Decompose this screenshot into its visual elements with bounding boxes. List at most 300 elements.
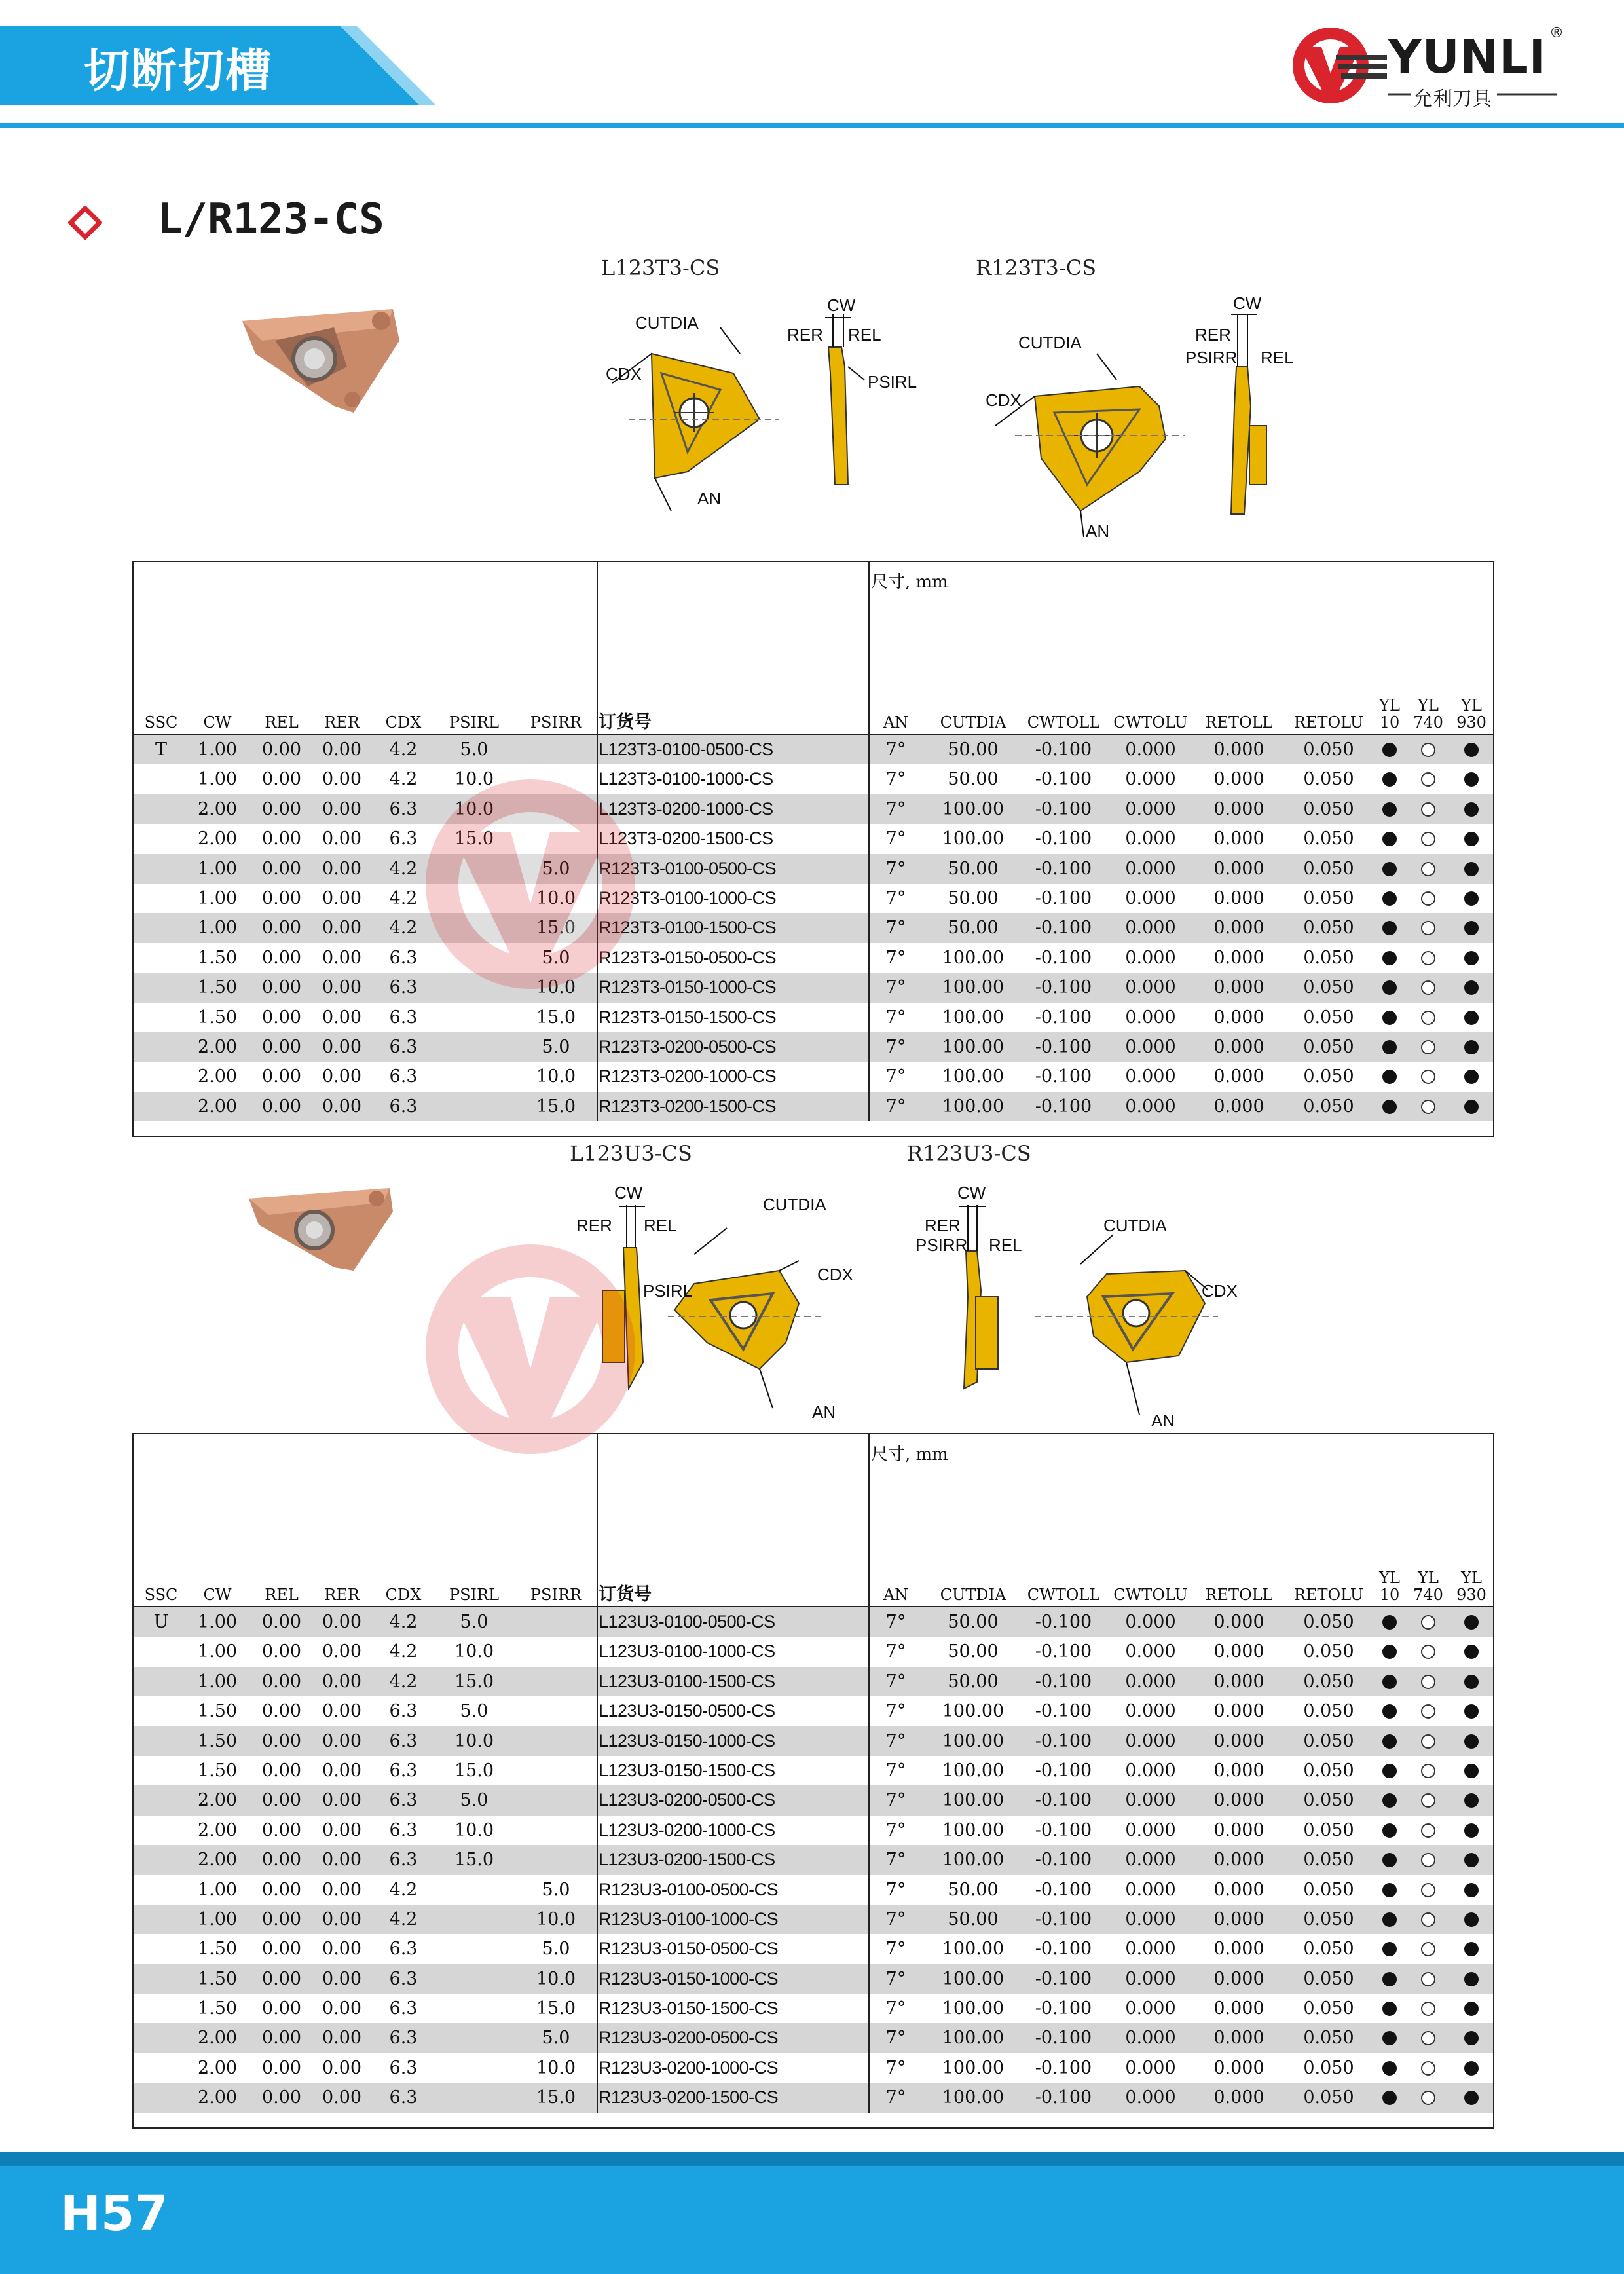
table-cell: -0.100 xyxy=(1035,798,1092,819)
table-row xyxy=(134,884,1493,913)
footer xyxy=(0,2152,1624,2274)
table-row xyxy=(134,1032,1493,1062)
column-header: PSIRR xyxy=(530,713,582,732)
table-cell: 0.00 xyxy=(322,1007,362,1028)
table-row xyxy=(134,854,1493,884)
table-cell: 5.0 xyxy=(542,947,570,968)
table-row xyxy=(134,1092,1493,1121)
column-header: CWTOLL xyxy=(1027,1586,1100,1604)
table-cell: 7° xyxy=(885,2087,906,2108)
table-cell: 5.0 xyxy=(460,739,489,760)
grade-unavailable-icon xyxy=(1421,1942,1435,1956)
column-header: CW xyxy=(203,1586,232,1604)
grade-available-icon xyxy=(1464,951,1479,965)
table-cell: 7° xyxy=(885,2057,906,2078)
grade-header: YL 10 xyxy=(1379,1569,1400,1604)
grade-available-icon xyxy=(1382,1734,1397,1749)
table-cell: 1.50 xyxy=(197,1998,238,2019)
table-cell: 1.00 xyxy=(197,1879,238,1900)
table-cell: 4.2 xyxy=(389,1909,418,1929)
table-row xyxy=(134,1964,1493,1994)
table-cell: 0.050 xyxy=(1303,1671,1354,1692)
column-header: CDX xyxy=(385,713,422,732)
table-cell: 2.00 xyxy=(197,829,238,849)
table-cell: -0.100 xyxy=(1035,1612,1092,1632)
table-cell: 1.00 xyxy=(197,1671,238,1692)
grade-available-icon xyxy=(1464,1883,1479,1897)
table-row xyxy=(134,1756,1493,1785)
table-cell: 1.00 xyxy=(197,739,238,760)
table-cell: 0.00 xyxy=(261,1968,302,1989)
table-cell: 2.00 xyxy=(197,2087,238,2108)
table-cell: 0.000 xyxy=(1213,1968,1264,1989)
table-cell: 0.00 xyxy=(322,798,362,819)
column-divider xyxy=(597,562,598,734)
column-header: PSIRL xyxy=(449,1586,500,1604)
table-cell: 100.00 xyxy=(942,1968,1005,1989)
table-row xyxy=(134,764,1493,794)
table-cell: 0.00 xyxy=(261,918,302,939)
table-cell: 6.3 xyxy=(389,829,418,849)
table-cell: 0.000 xyxy=(1213,1760,1264,1781)
table-cell: 15.0 xyxy=(536,918,576,939)
table-cell: 5.0 xyxy=(460,1790,489,1811)
table-cell: 1.50 xyxy=(197,1730,238,1751)
order-code-cell: L123U3-0150-1500-CS xyxy=(599,1760,775,1780)
table-cell: 0.00 xyxy=(261,2028,302,2049)
table-cell: 0.000 xyxy=(1125,1066,1176,1087)
table-cell: 7° xyxy=(885,769,906,790)
table-row xyxy=(134,1905,1493,1934)
table-cell: 0.000 xyxy=(1213,798,1264,819)
table-row xyxy=(134,1845,1493,1874)
grade-available-icon xyxy=(1464,862,1479,876)
table-cell: 0.00 xyxy=(261,798,302,819)
column-header: REL xyxy=(265,713,299,732)
grade-header: YL 740 xyxy=(1413,1569,1443,1604)
table-row xyxy=(134,1816,1493,1845)
table-cell: -0.100 xyxy=(1035,1968,1092,1989)
table-cell: 10.0 xyxy=(536,1066,576,1087)
grade-available-icon xyxy=(1464,1615,1479,1630)
table-cell: 7° xyxy=(885,887,906,908)
table-cell: T xyxy=(155,739,168,760)
table-cell: 1.50 xyxy=(197,1939,238,1960)
table-cell: 0.050 xyxy=(1303,1879,1354,1900)
callout-cdx: CDX xyxy=(606,364,642,384)
table-cell: 0.000 xyxy=(1125,1671,1176,1692)
table-row xyxy=(134,1696,1493,1726)
order-code-cell: R123U3-0200-1000-CS xyxy=(599,2057,779,2078)
table-cell: 0.000 xyxy=(1213,1850,1264,1871)
table-cell: 0.00 xyxy=(261,1671,302,1692)
table-cell: 0.000 xyxy=(1213,1007,1264,1028)
order-code-cell: L123U3-0200-1500-CS xyxy=(599,1850,775,1870)
column-header: RETOLL xyxy=(1205,1586,1273,1604)
table-cell: 0.050 xyxy=(1303,1730,1354,1751)
table-cell: 6.3 xyxy=(389,2057,418,2078)
table-cell: 1.00 xyxy=(197,769,238,790)
table-cell: -0.100 xyxy=(1035,1819,1092,1840)
column-header: AN xyxy=(883,1586,909,1604)
callout-cdx-lu: CDX xyxy=(817,1265,853,1284)
table-cell: -0.100 xyxy=(1035,887,1092,908)
table-cell: 2.00 xyxy=(197,1850,238,1871)
grade-unavailable-icon xyxy=(1421,743,1435,757)
grade-unavailable-icon xyxy=(1421,2061,1435,2076)
table-cell: 0.050 xyxy=(1303,947,1354,968)
grade-unavailable-icon xyxy=(1421,1100,1435,1114)
column-divider xyxy=(597,1434,598,1606)
table-row xyxy=(134,2053,1493,2083)
table-cell: 15.0 xyxy=(454,829,494,849)
page-number: H57 xyxy=(60,2186,168,2242)
table-cell: 0.000 xyxy=(1213,947,1264,968)
column-header: REL xyxy=(265,1586,299,1604)
table-cell: 0.000 xyxy=(1213,1879,1264,1900)
callout-cutdia-lu: CUTDIA xyxy=(763,1195,826,1214)
table-cell: 7° xyxy=(885,1998,906,2019)
table-cell: 7° xyxy=(885,1096,906,1117)
table-cell: 4.2 xyxy=(389,858,418,879)
table-cell: 0.050 xyxy=(1303,918,1354,939)
column-header: 订货号 xyxy=(599,1584,652,1605)
table-cell: 0.00 xyxy=(322,1909,362,1929)
table-cell: 0.000 xyxy=(1125,947,1176,968)
callout-rer-lu: RER xyxy=(576,1216,612,1235)
grade-available-icon xyxy=(1382,1040,1397,1054)
table-cell: -0.100 xyxy=(1035,769,1092,790)
column-header: RER xyxy=(324,1586,360,1604)
table-cell: 0.000 xyxy=(1213,2087,1264,2108)
table-cell: 0.000 xyxy=(1125,1760,1176,1781)
grade-available-icon xyxy=(1464,1942,1479,1956)
table-cell: 0.050 xyxy=(1303,1612,1354,1632)
section-diamond-icon xyxy=(68,206,102,240)
table-cell: 6.3 xyxy=(389,798,418,819)
order-code-cell: L123U3-0200-0500-CS xyxy=(599,1790,775,1810)
table-cell: 0.00 xyxy=(322,1879,362,1900)
table-cell: 0.050 xyxy=(1303,2087,1354,2108)
table-cell: 0.00 xyxy=(322,1939,362,1960)
table-cell: 100.00 xyxy=(942,1066,1005,1087)
table-cell: 0.000 xyxy=(1125,887,1176,908)
table-cell: 0.00 xyxy=(261,1819,302,1840)
order-code-cell: R123U3-0150-0500-CS xyxy=(599,1939,779,1959)
grade-available-icon xyxy=(1464,772,1479,787)
callout-rer: RER xyxy=(787,325,823,345)
brand-wordmark: YUNLI xyxy=(1388,30,1547,84)
insert-photo-u3 xyxy=(242,1179,399,1277)
grade-available-icon xyxy=(1382,862,1397,876)
order-code-cell: L123U3-0200-1000-CS xyxy=(599,1819,775,1840)
table-cell: 0.050 xyxy=(1303,1850,1354,1871)
grade-available-icon xyxy=(1464,1734,1479,1749)
grade-available-icon xyxy=(1382,1100,1397,1114)
table-cell: 0.00 xyxy=(261,2057,302,2078)
order-code-cell: R123T3-0200-1000-CS xyxy=(599,1066,777,1087)
grade-unavailable-icon xyxy=(1421,1615,1435,1630)
r123u3-insert-side xyxy=(959,1205,998,1389)
table-cell: 6.3 xyxy=(389,1007,418,1028)
table-row xyxy=(134,943,1493,973)
table-cell: 0.050 xyxy=(1303,1036,1354,1057)
table-cell: 100.00 xyxy=(942,2028,1005,2049)
table-t3 xyxy=(132,561,1494,1137)
table-cell: 0.000 xyxy=(1125,1730,1176,1751)
grade-available-icon xyxy=(1382,743,1397,757)
table-cell: -0.100 xyxy=(1035,1909,1092,1929)
table-cell: 0.000 xyxy=(1213,1096,1264,1117)
table-cell: -0.100 xyxy=(1035,1790,1092,1811)
callout-an: AN xyxy=(697,489,722,508)
insert-photo-t3 xyxy=(236,301,406,419)
order-code-cell: L123T3-0200-1000-CS xyxy=(599,798,773,819)
grade-unavailable-icon xyxy=(1421,1883,1435,1897)
table-cell: 0.00 xyxy=(261,1879,302,1900)
order-code-cell: R123U3-0200-0500-CS xyxy=(599,2028,779,2048)
table-cell: 0.00 xyxy=(322,829,362,849)
table-cell: 0.00 xyxy=(261,1066,302,1087)
table-cell: 0.000 xyxy=(1125,1819,1176,1840)
table-cell: 7° xyxy=(885,1066,906,1087)
order-code-cell: L123U3-0150-1000-CS xyxy=(599,1730,775,1751)
grade-available-icon xyxy=(1382,980,1397,995)
order-code-cell: R123U3-0150-1000-CS xyxy=(599,1968,779,1988)
table-cell: 0.000 xyxy=(1213,858,1264,879)
table-cell: 0.00 xyxy=(322,918,362,939)
table-cell: 4.2 xyxy=(389,1612,418,1632)
table-row xyxy=(134,735,1493,764)
table-cell: 0.050 xyxy=(1303,798,1354,819)
table-cell: 7° xyxy=(885,1671,906,1692)
table-cell: 6.3 xyxy=(389,2028,418,2049)
table-cell: 4.2 xyxy=(389,769,418,790)
callout-psirr-ru: PSIRR xyxy=(915,1235,968,1255)
table-cell: 0.000 xyxy=(1125,1096,1176,1117)
grade-unavailable-icon xyxy=(1421,1793,1435,1808)
table-cell: -0.100 xyxy=(1035,1641,1092,1662)
grade-available-icon xyxy=(1464,980,1479,995)
order-code-cell: L123U3-0100-1000-CS xyxy=(599,1641,775,1662)
table-cell: 0.000 xyxy=(1213,1701,1264,1722)
table-cell: 0.00 xyxy=(261,858,302,879)
registered-mark: ® xyxy=(1549,25,1564,41)
callout-an-ru: AN xyxy=(1151,1411,1175,1430)
table-cell: 0.000 xyxy=(1125,1036,1176,1057)
table-cell: 0.000 xyxy=(1213,1730,1264,1751)
table-cell: 0.00 xyxy=(261,977,302,998)
table-cell: 0.000 xyxy=(1213,1036,1264,1057)
order-code-cell: L123U3-0100-1500-CS xyxy=(599,1671,775,1691)
grade-available-icon xyxy=(1464,832,1479,846)
table-cell: 0.00 xyxy=(261,769,302,790)
table-cell: 100.00 xyxy=(942,1007,1005,1028)
table-row xyxy=(134,824,1493,853)
column-header: RER xyxy=(324,713,360,732)
table-cell: 100.00 xyxy=(942,1096,1005,1117)
grade-available-icon xyxy=(1382,772,1397,787)
callout-an-r: AN xyxy=(1086,521,1110,541)
table-cell: 0.00 xyxy=(322,977,362,998)
column-divider xyxy=(868,1434,870,1606)
grade-available-icon xyxy=(1382,1704,1397,1719)
grade-unavailable-icon xyxy=(1421,862,1435,876)
table-cell: 7° xyxy=(885,1879,906,1900)
table-cell: 0.000 xyxy=(1213,2057,1264,2078)
table-cell: 0.050 xyxy=(1303,2028,1354,2049)
drawing-r123t3 xyxy=(969,275,1336,550)
table-cell: 7° xyxy=(885,1819,906,1840)
table-cell: 1.50 xyxy=(197,977,238,998)
grade-available-icon xyxy=(1382,2002,1397,2016)
table-cell: 0.000 xyxy=(1213,829,1264,849)
table-cell: 0.00 xyxy=(322,1730,362,1751)
grade-available-icon xyxy=(1464,1764,1479,1778)
grade-available-icon xyxy=(1382,1070,1397,1084)
table-cell: 0.000 xyxy=(1125,1909,1176,1929)
table-cell: 1.00 xyxy=(197,887,238,908)
table-cell: 0.00 xyxy=(322,1036,362,1057)
table-cell: 0.050 xyxy=(1303,1066,1354,1087)
callout-rel-r: REL xyxy=(1261,348,1294,367)
table-footer-space xyxy=(134,1121,1493,1136)
table-cell: 1.50 xyxy=(197,1968,238,1989)
table-cell: 0.000 xyxy=(1125,798,1176,819)
column-header: PSIRL xyxy=(449,713,500,732)
grade-available-icon xyxy=(1464,1645,1479,1659)
table-row xyxy=(134,1875,1493,1905)
column-header: 订货号 xyxy=(599,712,652,732)
table-cell: 0.00 xyxy=(322,1968,362,1989)
grade-unavailable-icon xyxy=(1421,772,1435,787)
table-cell: U xyxy=(153,1612,169,1632)
column-header: CWTOLL xyxy=(1027,713,1100,732)
grade-available-icon xyxy=(1464,891,1479,906)
table-cell: 0.000 xyxy=(1213,1066,1264,1087)
grade-unavailable-icon xyxy=(1421,980,1435,995)
r123t3-insert-side xyxy=(1231,314,1266,514)
grade-available-icon xyxy=(1464,2031,1479,2045)
order-code-cell: R123T3-0100-0500-CS xyxy=(599,858,777,878)
table-cell: 0.000 xyxy=(1213,2028,1264,2049)
table-cell: 1.00 xyxy=(197,918,238,939)
column-header: CUTDIA xyxy=(940,713,1006,732)
table-cell: 100.00 xyxy=(942,1036,1005,1057)
grade-available-icon xyxy=(1382,1793,1397,1808)
table-cell: 0.050 xyxy=(1303,1819,1354,1840)
table-cell: 0.000 xyxy=(1125,1879,1176,1900)
table-cell: 5.0 xyxy=(460,1612,489,1632)
order-code-cell: R123U3-0200-1500-CS xyxy=(599,2087,779,2108)
table-row xyxy=(134,1785,1493,1815)
table-cell: 15.0 xyxy=(536,2087,576,2108)
grade-available-icon xyxy=(1382,802,1397,817)
brand-logo xyxy=(1289,25,1564,110)
table-cell: 7° xyxy=(885,1007,906,1028)
table-cell: 7° xyxy=(885,1968,906,1989)
table-cell: 0.050 xyxy=(1303,1790,1354,1811)
table-row xyxy=(134,1994,1493,2023)
column-header: CW xyxy=(203,713,232,732)
table-cell: 7° xyxy=(885,947,906,968)
table-cell: 0.000 xyxy=(1213,918,1264,939)
table-row xyxy=(134,1003,1493,1032)
table-cell: 6.3 xyxy=(389,2087,418,2108)
table-cell: 50.00 xyxy=(948,1671,999,1692)
grade-unavailable-icon xyxy=(1421,1675,1435,1689)
table-cell: 1.00 xyxy=(197,1612,238,1632)
table-cell: 0.000 xyxy=(1125,1790,1176,1811)
table-cell: 6.3 xyxy=(389,1730,418,1751)
table-row xyxy=(134,794,1493,824)
table-cell: 0.000 xyxy=(1125,1968,1176,1989)
table-body xyxy=(134,735,1493,1121)
grade-available-icon xyxy=(1382,1011,1397,1025)
grade-available-icon xyxy=(1382,1675,1397,1689)
table-cell: 50.00 xyxy=(948,918,999,939)
drawing-l123u3 xyxy=(563,1166,904,1428)
column-header: CUTDIA xyxy=(940,1586,1006,1604)
table-cell: 0.000 xyxy=(1125,769,1176,790)
table-cell: 0.000 xyxy=(1125,977,1176,998)
table-cell: 6.3 xyxy=(389,1819,418,1840)
table-cell: 50.00 xyxy=(948,887,999,908)
table-header xyxy=(134,1434,1493,1607)
order-code-cell: R123U3-0100-0500-CS xyxy=(599,1879,779,1899)
table-cell: 5.0 xyxy=(542,1036,570,1057)
table-cell: 7° xyxy=(885,1939,906,1960)
table-row xyxy=(134,1637,1493,1666)
table-cell: -0.100 xyxy=(1035,1939,1092,1960)
table-cell: 6.3 xyxy=(389,1760,418,1781)
column-header: RETOLL xyxy=(1205,713,1273,732)
table-cell: 2.00 xyxy=(197,1066,238,1087)
table-cell: 4.2 xyxy=(389,918,418,939)
table-cell: -0.100 xyxy=(1035,1730,1092,1751)
column-header: CDX xyxy=(385,1586,422,1604)
grade-available-icon xyxy=(1382,921,1397,935)
grade-header: YL 740 xyxy=(1413,696,1443,732)
table-cell: 1.00 xyxy=(197,858,238,879)
l123u3-insert-front xyxy=(668,1228,825,1408)
table-cell: 2.00 xyxy=(197,1096,238,1117)
table-cell: 0.050 xyxy=(1303,1998,1354,2019)
table-cell: 0.000 xyxy=(1213,769,1264,790)
callout-psirr-r: PSIRR xyxy=(1185,348,1238,367)
grade-available-icon xyxy=(1464,1853,1479,1867)
table-cell: 0.00 xyxy=(261,1730,302,1751)
grade-available-icon xyxy=(1464,802,1479,817)
table-cell: 0.050 xyxy=(1303,1909,1354,1929)
order-code-cell: R123T3-0150-0500-CS xyxy=(599,947,777,967)
table-cell: 15.0 xyxy=(454,1760,494,1781)
grade-unavailable-icon xyxy=(1421,1972,1435,1986)
units-label: 尺寸, mm xyxy=(871,572,948,592)
grade-available-icon xyxy=(1464,2061,1479,2076)
grade-available-icon xyxy=(1382,832,1397,846)
column-header: RETOLU xyxy=(1293,713,1364,732)
table-cell: 7° xyxy=(885,1641,906,1662)
table-cell: 15.0 xyxy=(454,1850,494,1871)
table-cell: 5.0 xyxy=(460,1701,489,1722)
table-cell: 6.3 xyxy=(389,1066,418,1087)
table-cell: 6.3 xyxy=(389,1096,418,1117)
order-code-cell: R123T3-0100-1500-CS xyxy=(599,918,777,938)
table-cell: -0.100 xyxy=(1035,1036,1092,1057)
table-cell: 7° xyxy=(885,1760,906,1781)
table-row xyxy=(134,2083,1493,2112)
